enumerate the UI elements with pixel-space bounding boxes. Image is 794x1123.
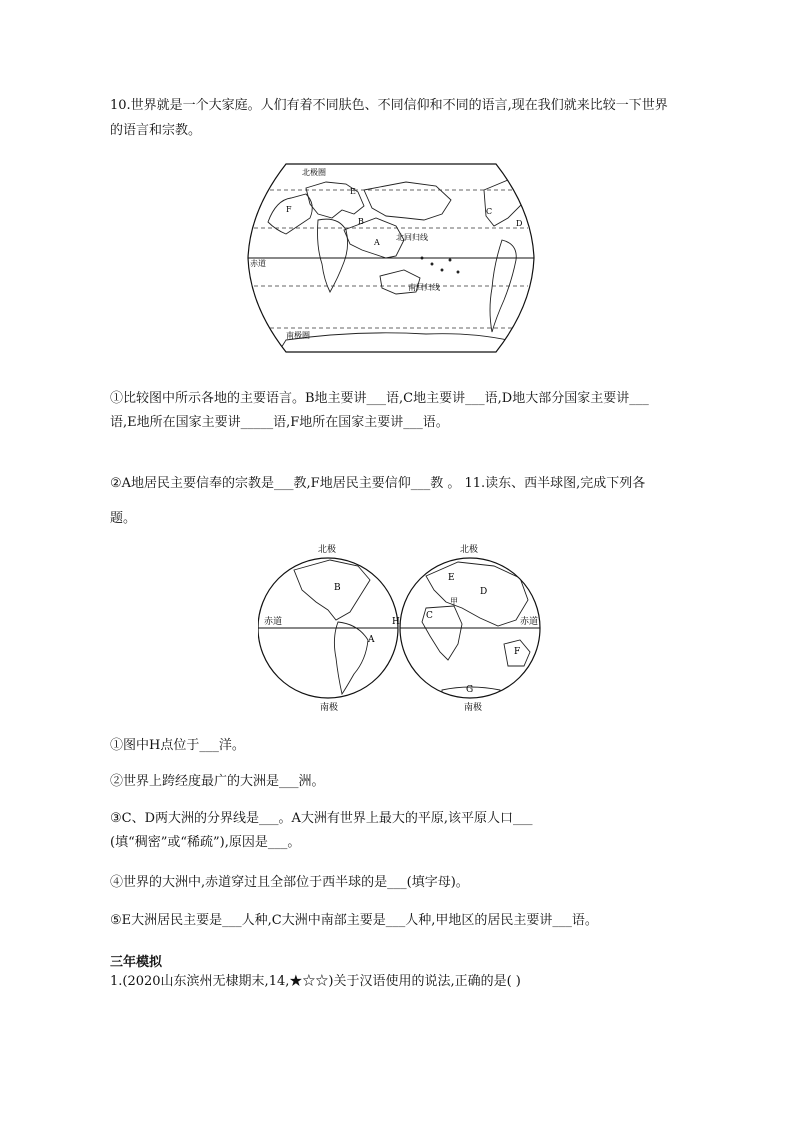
letter-c-11: C: [426, 611, 433, 621]
letter-g-11: G: [466, 685, 474, 695]
letter-a-11: A: [368, 635, 375, 645]
letter-d-11: D: [480, 587, 488, 597]
letter-b: B: [358, 217, 364, 226]
letter-f: F: [286, 205, 292, 214]
q10-intro-line1: 10.世界就是一个大家庭。人们有着不同肤色、不同信仰和不同的语言,现在我们就来比较一下世界: [110, 98, 668, 113]
q11-p3-line1: ③C、D两大洲的分界线是___。A大洲有世界上最大的平原,该平原人口___: [110, 811, 533, 826]
letter-jia-11: 甲: [450, 597, 458, 606]
q11-p1: ①图中H点位于___洋。: [110, 738, 245, 753]
label-pole-s: 南极圈: [286, 331, 310, 340]
q11-p5: ⑤E大洲居民主要是___人种,C大洲中南部主要是___人种,甲地区的居民主要讲___语。: [110, 913, 598, 928]
label-h: H: [392, 617, 400, 627]
section-title: 三年模拟: [110, 955, 163, 970]
label-tropic-s: 南回归线: [408, 283, 440, 292]
letter-b-11: B: [334, 583, 341, 593]
label-south-pole-w: 南极: [320, 703, 339, 713]
letter-e-11: E: [448, 573, 455, 583]
section-q1: 1.(2020山东滨州无棣期末,14,★☆☆)关于汉语使用的说法,正确的是( ): [110, 974, 521, 989]
label-south-pole-e: 南极: [464, 703, 483, 713]
q11-p4: ④世界的大洲中,赤道穿过且全部位于西半球的是___(填字母)。: [110, 875, 469, 890]
letter-f-11: F: [514, 647, 521, 657]
letter-d: D: [516, 219, 523, 228]
letter-a: A: [374, 238, 380, 247]
letter-e: E: [350, 187, 356, 196]
label-north-pole-e: 北极: [460, 545, 479, 555]
q11-p2: ②世界上跨经度最广的大洲是___洲。: [110, 774, 325, 789]
q11-p3-line2: (填“稠密”或“稀疏”),原因是___。: [110, 835, 301, 850]
q10-part2-line1: ②A地居民主要信奉的宗教是___教,F地居民主要信仰___教 。 11.读东、西半球图,完成下列各: [110, 476, 646, 491]
label-north-pole-w: 北极: [318, 545, 337, 555]
world-map: [246, 160, 536, 356]
q10-intro-line2: 的语言和宗教。: [110, 123, 202, 138]
letter-c: C: [486, 207, 493, 216]
label-equator-e: 赤道: [520, 617, 539, 627]
q10-part2-line2: 题。: [110, 511, 137, 526]
q10-part1-line2: 语,E地所在国家主要讲_____语,F地所在国家主要讲___语。: [110, 415, 449, 430]
label-equator: 赤道: [250, 259, 266, 268]
hemisphere-map: [258, 540, 550, 714]
label-equator-w: 赤道: [264, 617, 283, 627]
q10-part1-line1: ①比较图中所示各地的主要语言。B地主要讲___语,C地主要讲___语,D地大部分国家主要讲___: [110, 391, 649, 406]
label-tropic-n: 北回归线: [396, 233, 428, 242]
label-pole-n: 北极圈: [302, 168, 326, 177]
